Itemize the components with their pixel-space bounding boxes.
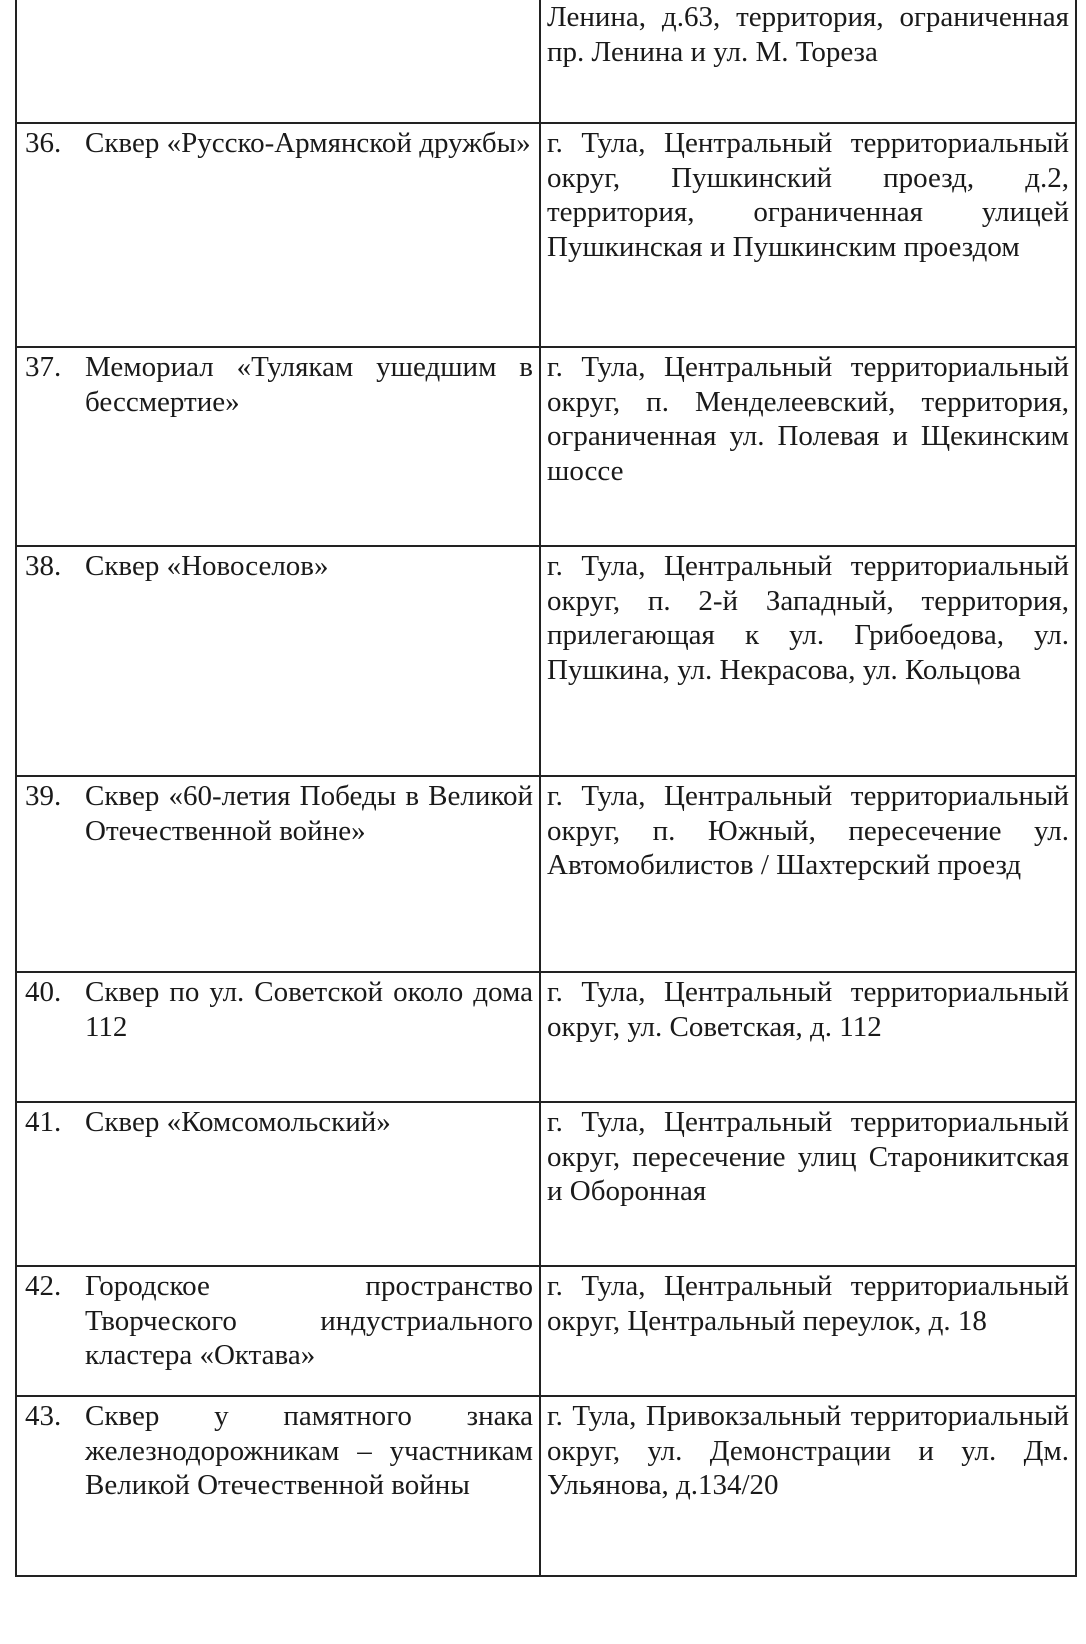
object-name: Городское пространство Творческого индустриального кластера «Октава» [85, 1270, 533, 1371]
table-row [16, 347, 1076, 546]
address-text: г. Тула, Центральный территориальный округ, п. 2-й Западный, территория, прилегающая к ул. Грибоедова, ул. Пушкина, ул. Некрасова, ул. Кольцова [547, 550, 1069, 686]
name-cell [16, 1266, 540, 1396]
table-row [16, 123, 1076, 347]
squares-table [15, 0, 1077, 1577]
table-row-continuation [16, 0, 1076, 123]
address-text: г. Тула, Центральный территориальный округ, ул. Советская, д. 112 [547, 976, 1069, 1043]
name-cell [16, 347, 540, 546]
address-cell [540, 1396, 1076, 1576]
name-cell [16, 776, 540, 972]
row-number: 43. [25, 1400, 62, 1432]
table-row [16, 546, 1076, 776]
address-cell [540, 546, 1076, 776]
address-cell-continuation [540, 0, 1076, 123]
address-text: г. Тула, Центральный территориальный округ, пересечение улиц Староникитская и Оборонная [547, 1106, 1069, 1207]
row-number: 40. [25, 976, 62, 1008]
name-cell [16, 972, 540, 1102]
name-cell [16, 1396, 540, 1576]
row-number: 38. [25, 550, 62, 582]
table-row [16, 1266, 1076, 1396]
table-row [16, 972, 1076, 1102]
table-row [16, 1102, 1076, 1266]
object-name: Сквер по ул. Советской около дома 112 [85, 976, 533, 1043]
row-number: 37. [25, 351, 62, 383]
address-text: г. Тула, Центральный территориальный округ, Пушкинский проезд, д.2, территория, ограниченная улицей Пушкинская и Пушкинским проездом [547, 127, 1069, 263]
row-number: 39. [25, 780, 62, 812]
address-cell [540, 123, 1076, 347]
row-number: 41. [25, 1106, 62, 1138]
row-number: 42. [25, 1270, 62, 1302]
object-name: Сквер «Новоселов» [85, 550, 329, 582]
address-cell [540, 776, 1076, 972]
object-name: Мемориал «Тулякам ушедшим в бессмертие» [85, 351, 533, 418]
table-row [16, 776, 1076, 972]
name-cell [16, 546, 540, 776]
address-text: Ленина, д.63, территория, ограниченная пр. Ленина и ул. М. Тореза [547, 1, 1069, 68]
object-name: Сквер «Русско-Армянской дружбы» [85, 127, 531, 159]
name-cell-continuation [16, 0, 540, 123]
address-text: г. Тула, Центральный территориальный округ, Центральный переулок, д. 18 [547, 1270, 1069, 1337]
row-number: 36. [25, 127, 62, 159]
name-cell [16, 123, 540, 347]
table-row [16, 1396, 1076, 1576]
object-name: Сквер у памятного знака железнодорожникам – участникам Великой Отечественной войны [85, 1400, 533, 1501]
address-text: г. Тула, Центральный территориальный округ, п. Менделеевский, территория, ограниченная ул. Полевая и Щекинским шоссе [547, 351, 1069, 487]
address-cell [540, 347, 1076, 546]
address-cell [540, 1266, 1076, 1396]
address-cell [540, 1102, 1076, 1266]
object-name: Сквер «60-летия Победы в Великой Отечественной войне» [85, 780, 533, 847]
name-cell [16, 1102, 540, 1266]
address-cell [540, 972, 1076, 1102]
address-text: г. Тула, Центральный территориальный округ, п. Южный, пересечение ул. Автомобилистов / Шахтерский проезд [547, 780, 1069, 881]
object-name: Сквер «Комсомольский» [85, 1106, 391, 1138]
address-text: г. Тула, Привокзальный территориальный округ, ул. Демонстрации и ул. Дм. Ульянова, д.134/20 [547, 1400, 1069, 1501]
